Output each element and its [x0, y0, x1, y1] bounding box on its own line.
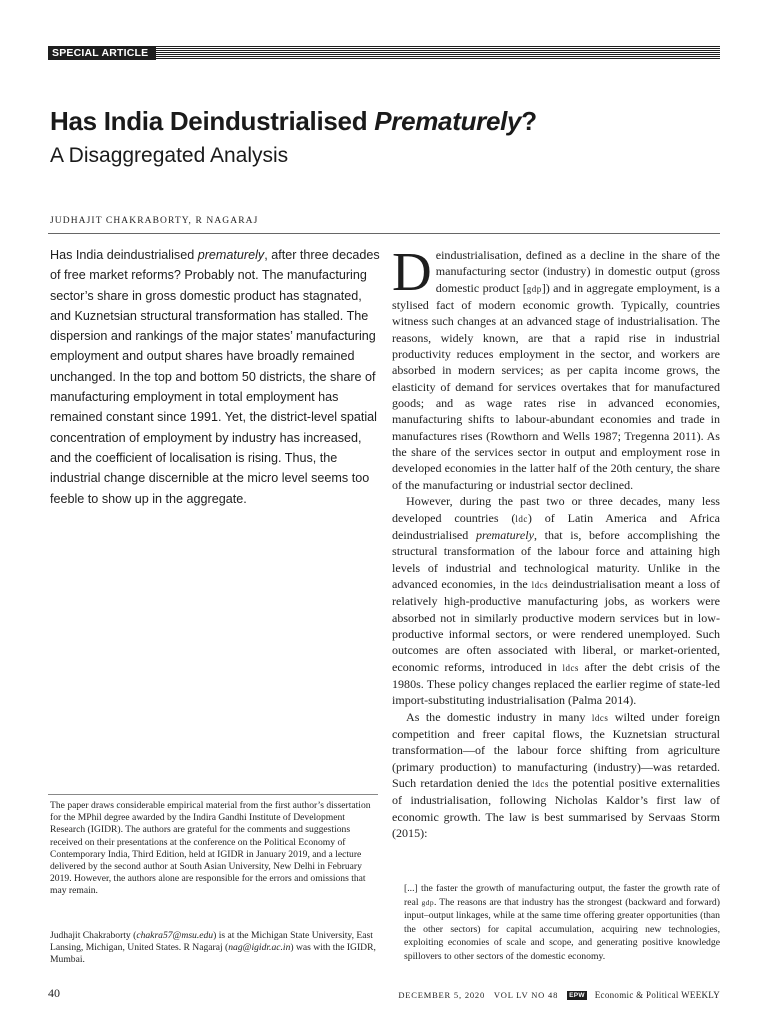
author-line: JUDHAJIT CHAKRABORTY, R NAGARAJ — [50, 216, 259, 226]
section-label: SPECIAL ARTICLE — [48, 46, 156, 60]
affiliation-text-1: Judhajit Chakraborty ( — [50, 930, 137, 941]
p2-text-c: , that is, before accomplishing the structural transformation of the labour force and attaining high levels of industrial and technological maturity. Unlike in the advanced economies, in the — [392, 527, 721, 591]
p1-text: eindustrialisation, defined as a decline in the share of the manufacturing sector (industry) in domestic output (gross domestic product [ — [435, 248, 720, 295]
affiliation-text-3: ) was with the IGIDR, Mumbai. — [50, 942, 376, 966]
body-column — [392, 241, 721, 841]
acknowledgement-footnote: The paper draws considerable empirical material from the first author’s dissertation for the MPhil degree awarded by the Indira Gandhi Institute of Development Research (IGIDR). The authors are grateful for the comments and suggestions received on their presentations at the conference on the Political Economy of Contemporary India, Third Edition, held at IGIDR in January 2019, and a lecture delivered by the second author at South Asian University, New Delhi in February 2019. However, the authors alone are responsible for the errors and omissions that may remain. — [50, 800, 371, 897]
abstract — [50, 245, 380, 509]
p3-text-c: the potential positive externalities of industrialisation, following Nicholas Kaldor’s first law of economic growth. The law is best summarised by Servaas Storm (2015): — [392, 776, 720, 841]
affiliation-footnote — [50, 930, 378, 967]
p2-emphasis: prematurely — [475, 527, 534, 542]
p3-text-a: As the domestic industry in many — [406, 709, 592, 724]
article-title — [50, 104, 730, 138]
p3-text-b: wilted under foreign competition and freer capital flows, the Kuznetsian structural transformation—of the labour force shifting from agriculture (primary production) to manufacturing (industry)—was retarded. Such retardation denied the — [392, 709, 720, 790]
author-divider — [48, 233, 720, 234]
body-paragraph-3 — [392, 709, 720, 842]
abstract-text-1: Has India deindustrialised — [50, 248, 198, 262]
abbr-ldcs: ldcs — [531, 579, 549, 590]
p2-text-b: ) of Latin America and Africa deindustrialised — [392, 510, 720, 542]
article-subtitle: A Disaggregated Analysis — [50, 144, 289, 167]
affiliation-text-2: ) is at the Michigan State University, East Lansing, Michigan, United States. R Nagaraj ( — [50, 930, 373, 954]
abbr-gdp: gdp — [421, 897, 434, 907]
quote-text-2: . The reasons are that industry has the strongest (backward and forward) input–output linkages, while at the same time offering greater opportunities (than the other sectors) for capital accumulation, acquiring new technologies, exploiting economies of scale and scope, and generating positive knowledge spillovers to other sectors of the domestic economy. — [404, 896, 720, 962]
quote-text-1: [...] the faster the growth of manufacturing output, the faster the growth rate of real — [404, 883, 720, 908]
abbr-ldcs: ldcs — [562, 662, 579, 673]
p1-text-b: ]) and in aggregate employment, is a stylised fact of modern economic growth. Typically, countries witness such changes at an advanced stage of industrialisation. The reasons, widely known, are that a rapid rise in industrial productivity reduces employment in the sector, and workers are absorbed in modern services; as per capita income grows, the elasticity of demand for services overtakes that for manufactured goods; and as wage rates rise in advanced economies, manufacturing shifts to labour-abundant economies and trade in manufactures rises (Rowthorn and Wells 1987; Tregenna 2011). As the share of the services sector in output and employment rose in developed economies in the latter half of the 20th century, the share of the manufacturing or industrial sector declined. — [392, 280, 721, 492]
abstract-emphasis: prematurely — [197, 248, 265, 262]
epw-logo: EPW — [569, 991, 585, 999]
author-email-1: chakra57@msu.edu — [136, 930, 214, 941]
abbr-ldcs: ldcs — [532, 779, 549, 789]
abstract-text-2: , after three decades of free market reforms? Probably not. The manufacturing sector’s share in gross domestic product has stagnated, and Kuznetsian structural transformation has stalled. The dispersion and rankings of the major states’ manufacturing employment and output shares have broadly remained unchanged. In the top and bottom 50 districts, the share of manufacturing employment in total employment has remained constant since 1991. Yet, the district-level spatial concentration of employment by industry has increased, and the coefficient of localisation is rising. Thus, the industrial change discernible at the micro level seems too feeble to show up in the aggregate. — [50, 248, 380, 506]
issue-volume: VOL LV NO 48 — [493, 990, 559, 1001]
body-paragraph-1 — [392, 241, 721, 493]
title-emphasis: Prematurely — [374, 106, 522, 136]
abbr-ldc: ldc — [515, 513, 528, 524]
issue-date: DECEMBER 5, 2020 — [398, 990, 486, 1001]
abbr-ldcs: ldcs — [591, 712, 609, 723]
journal-name: Economic & Political WEEKLY — [594, 990, 720, 1001]
p2-text-d: deindustrialisation meant a loss of relatively high-productive manufacturing jobs, as workers were absorbed not in similarly productive modern services but in low-productive informal sectors, or were rendered unemployed. Such outcomes are often associated with liberal, or market-oriented, economic reforms, introduced in — [392, 576, 720, 674]
title-main: Has India Deindustrialised — [50, 106, 375, 136]
author-email-2: nag@igidr.ac.in — [228, 942, 291, 954]
body-paragraph-2 — [392, 493, 720, 708]
footnote-divider — [48, 794, 378, 795]
p2-text-e: after the debt crisis of the 1980s. These policy changes replaced the earlier regime of state-led import-substituting industrialisation (Palma 2014). — [392, 659, 720, 708]
title-end: ? — [521, 106, 537, 136]
block-quote — [404, 882, 720, 963]
running-footer — [398, 989, 720, 1000]
page-number: 40 — [48, 986, 60, 1000]
p2-text-a: However, during the past two or three decades, many less developed countries ( — [392, 494, 720, 525]
drop-cap: D — [392, 241, 432, 302]
abbr-gdp: gdp — [526, 283, 542, 294]
